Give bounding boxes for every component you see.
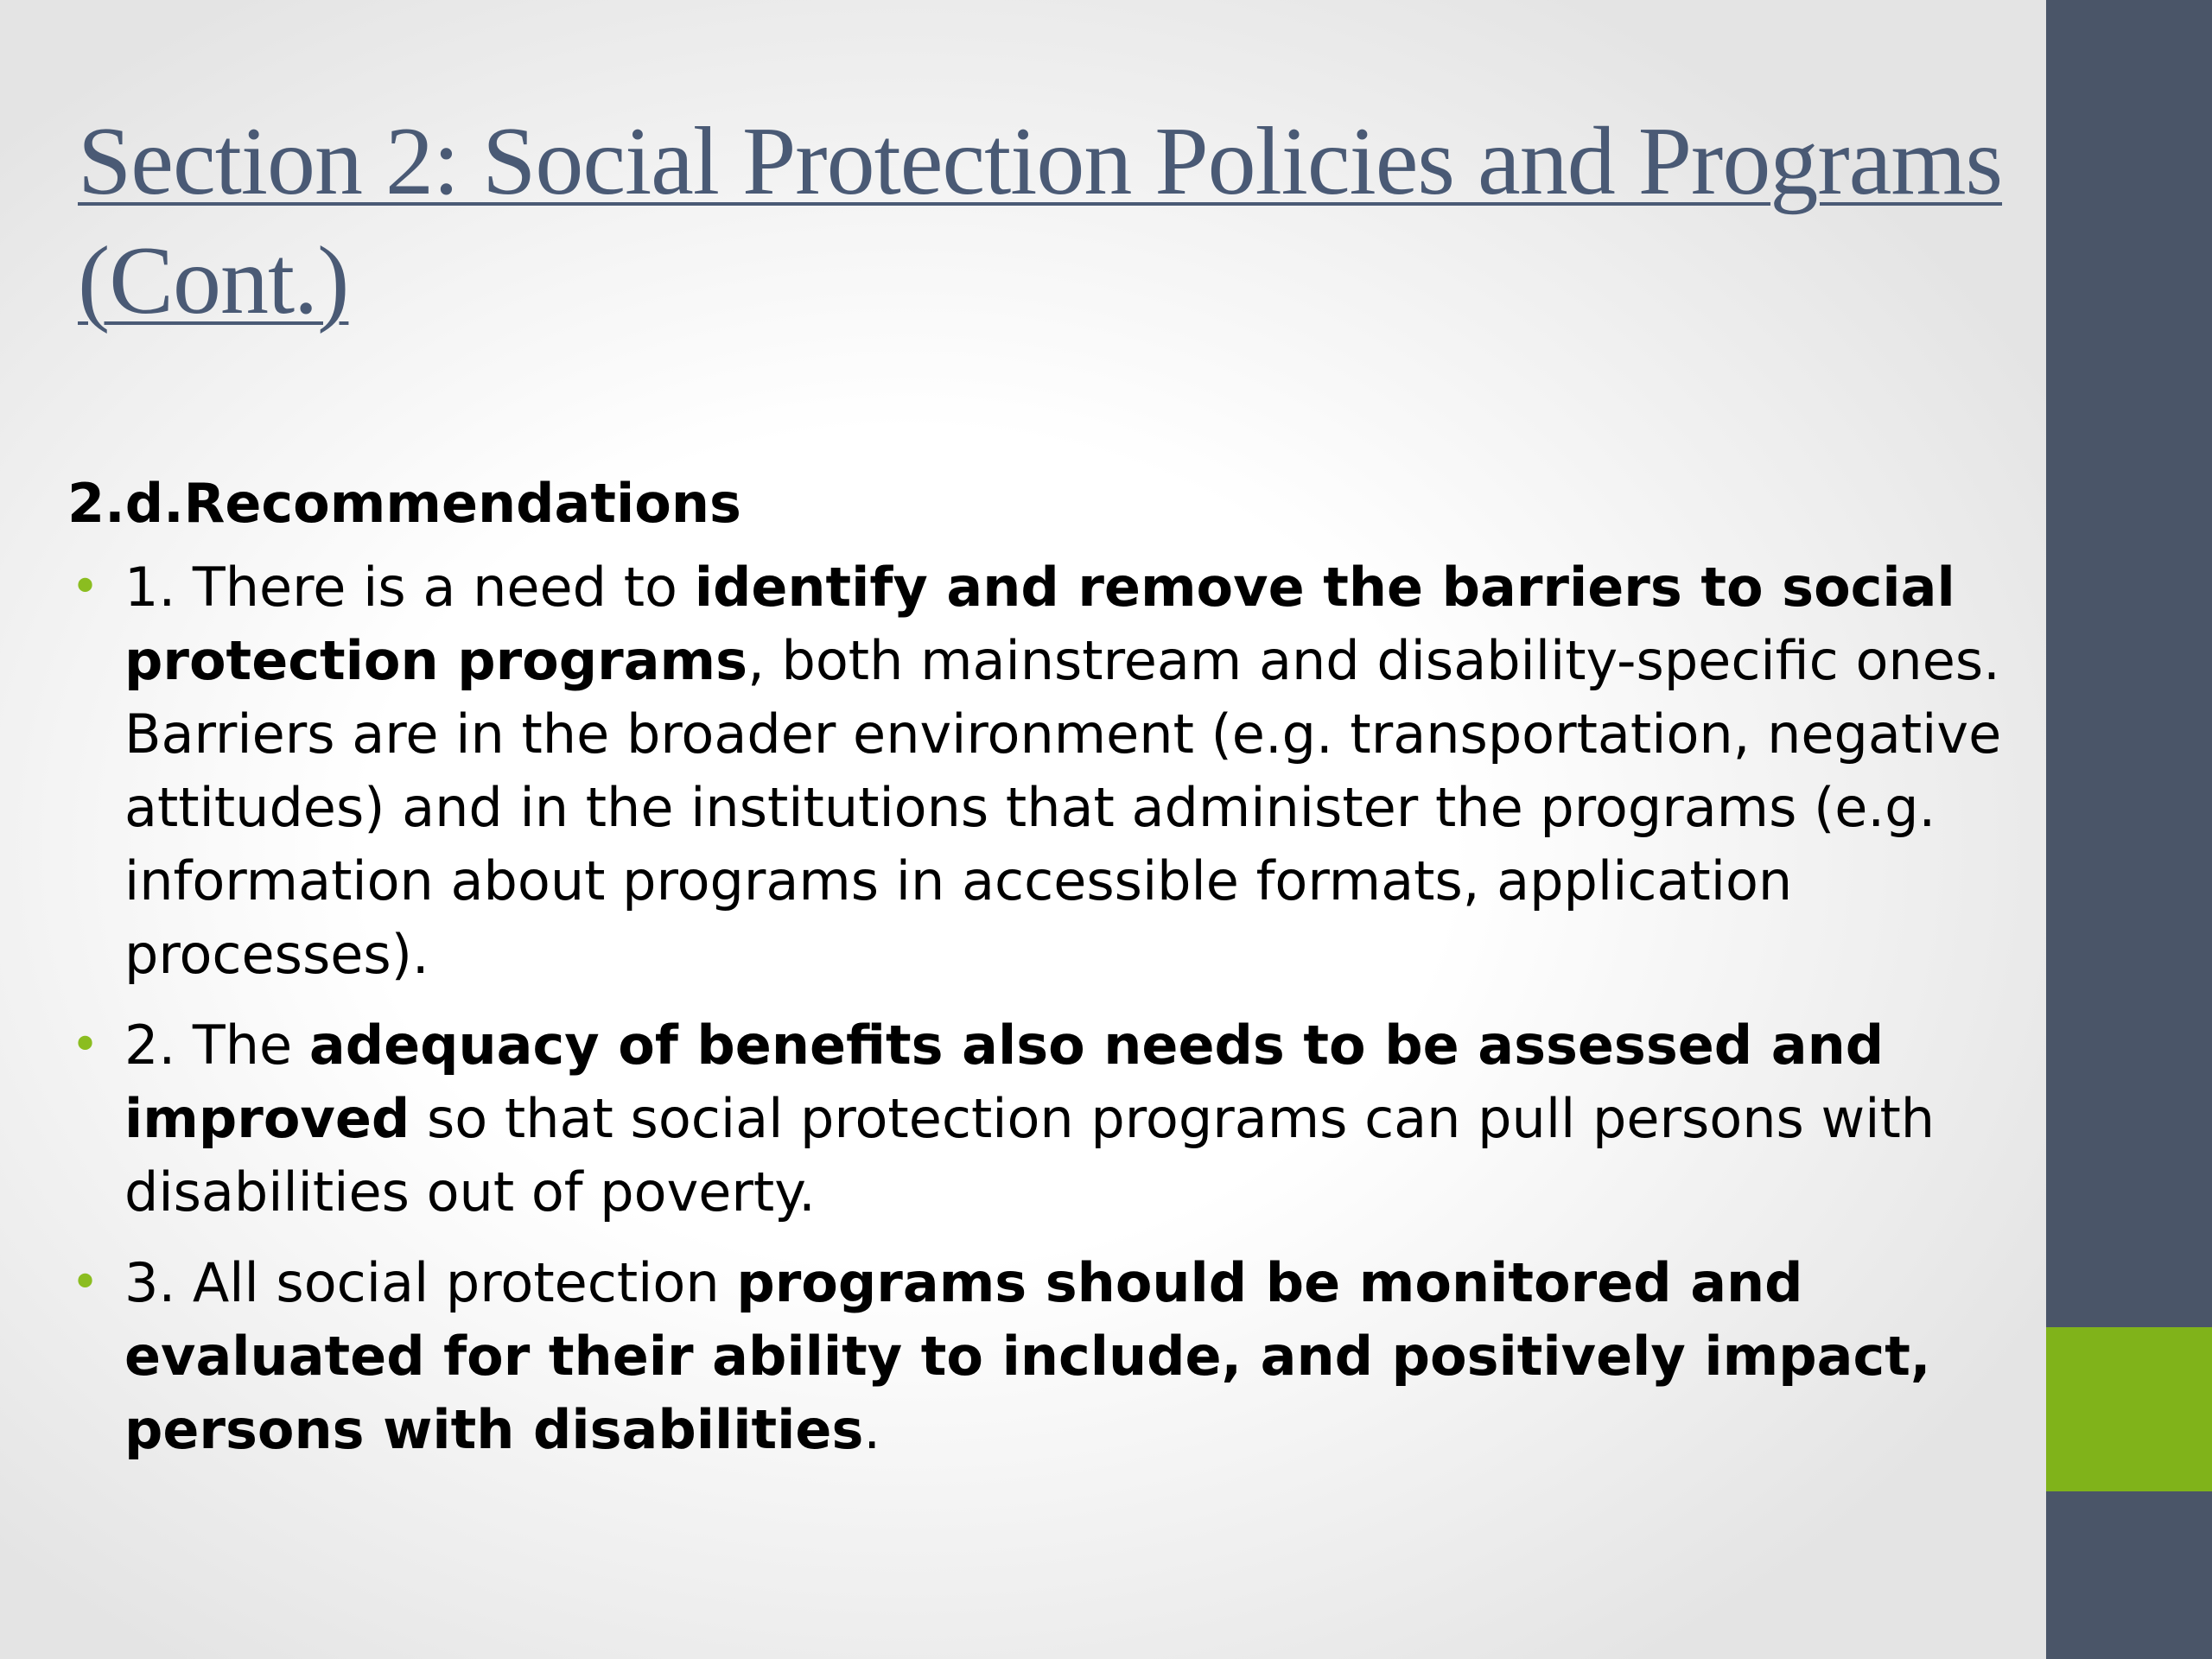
recommendation-3-emphasis: programs should be monitored and evaluated for their ability to include, and positively impact, persons with disabilities — [124, 1251, 1931, 1461]
recommendation-1 — [67, 550, 2029, 991]
recommendations-heading: 2.d.Recommendations — [67, 472, 741, 535]
bullet-icon: • — [71, 1255, 100, 1311]
bullet-icon: • — [71, 559, 100, 615]
slide-title: Section 2: Social Protection Policies and Programs (Cont.) — [78, 108, 2003, 334]
recommendation-2-rest: so that social protection programs can pull persons with disabilities out of poverty. — [124, 1087, 1936, 1224]
recommendation-2 — [67, 1008, 2029, 1229]
recommendation-3-lead: 3. All social protection — [124, 1251, 737, 1314]
recommendations-list — [67, 550, 2029, 1466]
recommendation-3-rest: . — [863, 1398, 881, 1461]
slide-body — [67, 467, 2029, 1484]
recommendation-1-emphasis: identify and remove the barriers to social protection programs — [124, 556, 1955, 692]
recommendation-1-rest: , both mainstream and disability-specific ones. Barriers are in the broader environment (e.g. transportation, negative attitudes) and in the institutions that administer the programs (e.g. information about programs in accessible formats, application processes). — [124, 629, 2002, 986]
recommendation-3 — [67, 1246, 2029, 1466]
bullet-icon: • — [71, 1017, 100, 1073]
accent-block — [2046, 1327, 2212, 1491]
recommendation-2-emphasis: adequacy of benefits also needs to be assessed and improved — [124, 1014, 1885, 1150]
recommendation-2-lead: 2. The — [124, 1014, 309, 1077]
recommendation-1-lead: 1. There is a need to — [124, 556, 695, 619]
